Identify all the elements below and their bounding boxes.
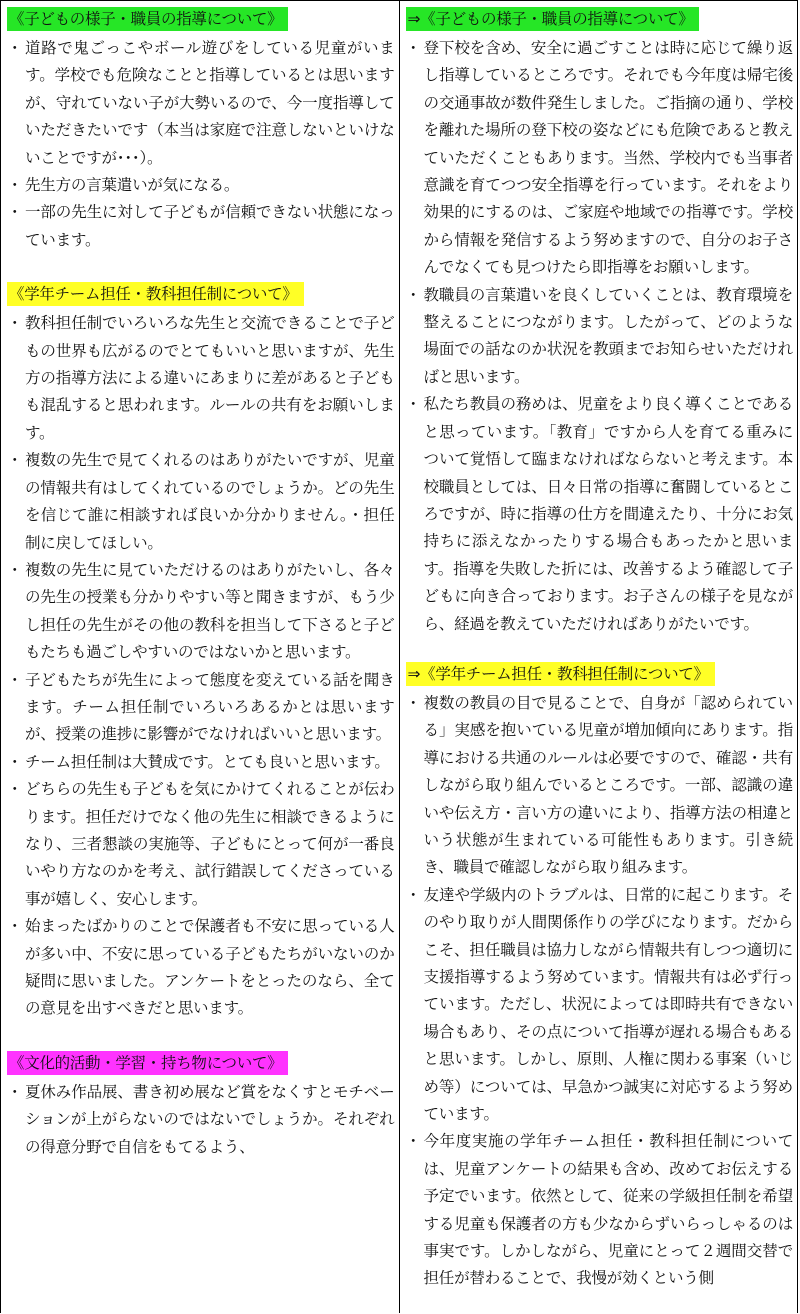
spacer [406,638,794,660]
left-column [1,1,400,1313]
list-item: ・ 友達や学級内のトラブルは、日常的に起こります。そのやり取りが人間関係作りの学びになります。だからこそ、担任職員は協力しながら情報共有しつつ適切に支援指導するよう努めています。情報共有は必ず行っています。ただし、状況によっては即時共有できない場合もあり、その点について指導が遅れる場合もあると思います。しかし、原則、人権に関わる事案（いじめ等）については、早急かつ誠実に対応するよう努めています。 [406,882,794,1129]
list-item: ・ 今年度実施の学年チーム担任・教科担任制については、児童アンケートの結果も含め、改めてお伝えする予定でいます。依然として、従来の学級担任制を希望する児童も保護者の方も少なからずいらっしゃるのは事実です。しかしながら、児童にとって２週間交替で担任が替わることで、我慢が効くという側 [406,1128,794,1292]
list-item: ・ 複数の教員の目で見ることで、自身が「認められている」実感を抱いている児童が増加傾向にあります。指導における共通のルールは必要ですので、確認・共有しながら取り組んでいるところです。一部、認識の違いや伝え方・言い方の違いにより、指導方法の相違という状態が生まれている可能性もあります。引き続き、職員で確認しながら取り組みます。 [406,690,794,882]
bullet-list [7,310,395,1023]
list-item: ・ 複数の先生に見ていただけるのはありがたいし、各々の先生の授業も分かりやすい等と聞きますが、もう少し担任の先生がその他の教科を担当して下さると子どもたちも過ごしやすいのではないかと思います。 [7,557,395,667]
list-item: ・ 教科担任制でいろいろな先生と交流できることで子どもの世界も広がるのでとてもいいと思いますが、先生方の指導方法による違いにあまりに差があると子どもも混乱すると思われます。ルールの共有をお願いします。 [7,310,395,447]
list-item: ・ 教職員の言葉遣いを良くしていくことは、教育環境を整えることにつながります。したがって、どのような場面での話なのか状況を教頭までお知らせいただければと思います。 [406,282,794,392]
bullet-list [7,1079,395,1161]
section-heading-cultural-activities: 《文化的活動・学習・持ち物について》 [7,1051,288,1075]
response-heading-team-teaching: ⇒《学年チーム担任・教科担任制について》 [406,662,715,686]
section-heading-team-teaching: 《学年チーム担任・教科担任制について》 [7,282,304,306]
right-column [400,1,799,1313]
list-item: ・ 一部の先生に対して子どもが信頼できない状態になっています。 [7,199,395,254]
bullet-list [406,35,794,638]
bullet-list [406,690,794,1293]
list-item: ・ チーム担任制は大賛成です。とても良いと思います。 [7,749,395,776]
list-item: ・ 私たち教員の務めは、児童をより良く導くことであると思っています。「教育」ですから人を育てる重みについて覚悟して臨まなければならないと考えます。本校職員としては、日々日常の指導に奮闘しているところですが、時に指導の仕方を間違えたり、十分にお気持ちに添えなかったりする場合もあったかと思います。指導を失敗した折には、改善するよう確認して子どもに向き合っております。お子さんの様子を見ながら、経過を教えていただければありがたいです。 [406,391,794,638]
list-item: ・ 道路で鬼ごっこやボール遊びをしている児童がいます。学校でも危険なことと指導しているとは思いますが、守れていない子が大勢いるので、今一度指導していただきたいです（本当は家庭で注意しないといけないことですが･･･）。 [7,35,395,172]
list-item: ・ 夏休み作品展、書き初め展など賞をなくすとモチベーションが上がらないのではないでしょうか。それぞれの得意分野で自信をもてるよう、 [7,1079,395,1161]
section-heading-guidance: 《子どもの様子・職員の指導について》 [7,7,288,31]
spacer [7,1023,395,1049]
list-item: ・ 始まったばかりのことで保護者も不安に思っている人が多い中、不安に思っている子どもたちがいないのか疑問に思いました。アンケートをとったのなら、全ての意見を出すべきだと思います。 [7,913,395,1023]
list-item: ・ 複数の先生で見てくれるのはありがたいですが、児童の情報共有はしてくれているのでしょうか。どの先生を信じて誰に相談すれば良いか分かりません。・担任制に戻してほしい。 [7,447,395,557]
list-item: ・ 先生方の言葉遣いが気になる。 [7,172,395,199]
list-item: ・ 子どもたちが先生によって態度を変えている話を聞きます。チーム担任制でいろいろあるかとは思いますが、授業の進捗に影響がでなければいいと思います。 [7,667,395,749]
response-heading-guidance: ⇒《子どもの様子・職員の指導について》 [406,7,700,31]
list-item: ・ 登下校を含め、安全に過ごすことは時に応じて繰り返し指導しているところです。それでも今年度は帰宅後の交通事故が数件発生しました。ご指摘の通り、学校を離れた場所の登下校の姿などにも危険であると教えていただくこともあります。当然、学校内でも当事者意識を育てつつ安全指導を行っています。それをより効果的にするのは、ご家庭や地域での指導です。学校から情報を発信するよう努めますので、自分のお子さんでなくても見つけたら即指導をお願いします。 [406,35,794,282]
list-item: ・ どちらの先生も子どもを気にかけてくれることが伝わります。担任だけでなく他の先生に相談できるようになり、三者懇談の実施等、子どもにとって何が一番良いやり方なのかを考え、試行錯誤してくださっている事が嬉しく、安心します。 [7,776,395,913]
spacer [7,254,395,280]
bullet-list [7,35,395,254]
